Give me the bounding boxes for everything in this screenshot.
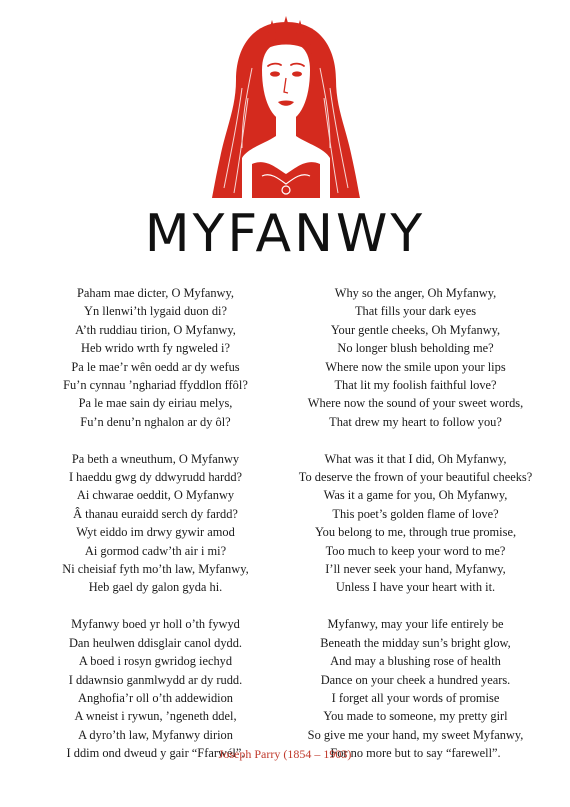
welsh-stanza-1 [28, 284, 283, 431]
lyric-line: Beneath the midday sun’s bright glow, [320, 635, 511, 650]
welsh-stanza-3 [28, 615, 283, 762]
composer-attribution: Joseph Parry (1854 – 1903) [218, 747, 352, 761]
lyric-line: Ai gormod cadw’th air i mi? [84, 543, 227, 558]
poem-title: MYFANWY [144, 204, 426, 264]
english-stanza-2 [288, 450, 543, 597]
lyric-line: Your gentle cheeks, Oh Myfanwy, [330, 322, 501, 337]
lyric-line: Myfanwy, may your life entirely be [327, 617, 504, 632]
lyric-line: I haeddu gwg dy ddwyrudd hardd? [68, 470, 243, 485]
lyric-line: That fills your dark eyes [354, 304, 477, 319]
welsh-lyrics [28, 284, 283, 763]
lyric-line: And may a blushing rose of health [330, 654, 501, 669]
lyric-line: Fu’n denu’n nghalon ar dy ôl? [80, 414, 231, 429]
lyric-line: Was it a game for you, Oh Myfanwy, [323, 488, 508, 503]
lyric-line: This poet’s golden flame of love? [332, 506, 499, 521]
lyric-line: That lit my foolish faithful love? [334, 378, 497, 393]
lyric-line: So give me your hand, my sweet Myfanwy, [307, 727, 524, 742]
lyric-line: A dyro’th law, Myfanwy dirion [78, 727, 233, 742]
lyric-line: Fu’n cynnau ’nghariad ffyddlon ffôl? [63, 378, 248, 393]
lyric-line: A boed i rosyn gwridog iechyd [78, 654, 233, 669]
lyric-line: Ai chwarae oeddit, O Myfanwy [76, 488, 235, 503]
lyric-line: Pa le mae’r wên oedd ar dy wefus [71, 359, 240, 374]
lyric-line: You belong to me, through true promise, [314, 525, 517, 540]
lyric-line: Unless I have your heart with it. [335, 580, 496, 595]
lyric-line: Yn llenwi’th lygaid duon di? [84, 304, 227, 319]
lyric-line: Too much to keep your word to me? [325, 543, 506, 558]
lyric-line: To deserve the frown of your beautiful cheeks? [298, 470, 533, 485]
lyric-line: Where now the sound of your sweet words, [307, 396, 524, 411]
lyric-line: I forget all your words of promise [331, 690, 500, 705]
lyric-line: For no more but to say “farewell”. [330, 746, 501, 761]
welsh-stanza-2 [28, 450, 283, 597]
lyric-line: Dan heulwen ddisglair canol dydd. [68, 635, 243, 650]
english-stanza-1 [288, 284, 543, 431]
lyric-line: Dance on your cheek a hundred years. [320, 672, 511, 687]
woman-portrait-illustration [212, 8, 360, 198]
lyric-line: No longer blush beholding me? [337, 341, 494, 356]
lyric-line: Heb wrido wrth fy ngweled i? [81, 341, 230, 356]
lyric-line: A’th ruddiau tirion, O Myfanwy, [75, 322, 236, 337]
english-stanza-3 [288, 615, 543, 762]
lyric-line: Anghofia’r oll o’th addewidion [78, 690, 233, 705]
lyric-line: Wyt eiddo im drwy gywir amod [76, 525, 235, 540]
lyric-line: That drew my heart to follow you? [329, 414, 502, 429]
lyric-line: Heb gael dy galon gyda hi. [88, 580, 223, 595]
lyric-line: Pa beth a wneuthum, O Myfanwy [71, 451, 240, 466]
lyric-line: A wneist i rywun, ’ngeneth ddel, [74, 709, 237, 724]
lyric-line: Myfanwy boed yr holl o’th fywyd [71, 617, 240, 632]
lyric-line: Where now the smile upon your lips [325, 359, 506, 374]
english-lyrics [288, 284, 543, 763]
lyric-line: Why so the anger, Oh Myfanwy, [334, 286, 497, 300]
lyric-line: Paham mae dicter, O Myfanwy, [77, 286, 234, 300]
lyric-line: Â thanau euraidd serch dy fardd? [73, 506, 238, 521]
lyric-line: Pa le mae sain dy eiriau melys, [78, 396, 233, 411]
lyric-line: You made to someone, my pretty girl [323, 709, 508, 724]
lyric-line: I ddawnsio ganmlwydd ar dy rudd. [68, 672, 243, 687]
lyric-line: I’ll never seek your hand, Myfanwy, [325, 562, 506, 577]
lyric-line: I ddim ond dweud y gair “Ffarwél”. [66, 746, 245, 761]
lyric-line: Ni cheisiaf fyth mo’th law, Myfanwy, [62, 562, 249, 577]
lyric-line: What was it that I did, Oh Myfanwy, [324, 451, 507, 466]
